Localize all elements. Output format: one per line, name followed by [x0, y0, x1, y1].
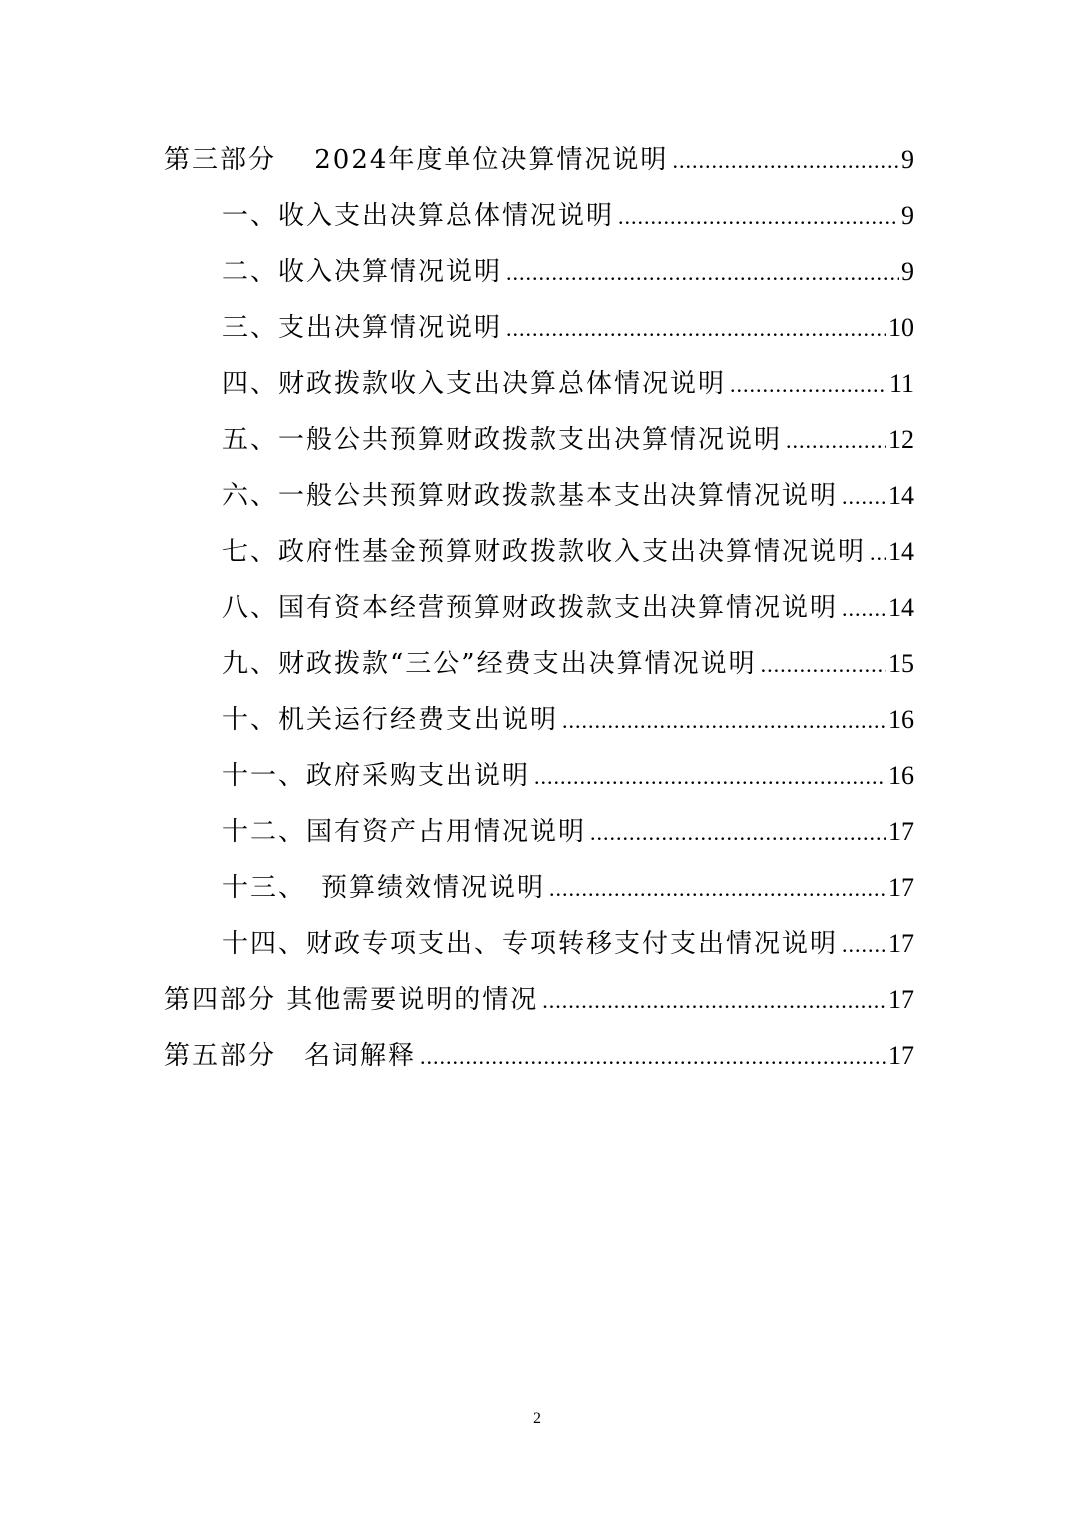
toc-entry: [164, 1036, 914, 1076]
toc-entry: [222, 756, 914, 796]
toc-entry-page: 15: [888, 649, 914, 678]
toc-entry-title: 三、支出决算情况说明: [222, 313, 503, 343]
toc-leader-dots: [549, 869, 886, 909]
toc-entry-title: 七、政府性基金预算财政拨款收入支出决算情况说明: [222, 537, 867, 567]
toc-entry-page: 9: [901, 257, 914, 286]
toc-leader-dots: [786, 421, 886, 461]
toc-entry-title: 六、一般公共预算财政拨款基本支出决算情况说明: [222, 481, 839, 511]
toc-entry-page: 11: [888, 369, 914, 398]
toc-leader-dots: [730, 365, 887, 405]
toc-entry-page: 9: [901, 201, 914, 230]
toc-entry-page: 17: [888, 817, 914, 846]
toc-entry-title: 五、一般公共预算财政拨款支出决算情况说明: [222, 425, 783, 455]
toc-entry: [222, 252, 914, 292]
toc-entry-page: 14: [888, 481, 914, 510]
toc-leader-dots: [590, 813, 886, 853]
toc-entry-page: 17: [888, 1041, 914, 1070]
toc-entry: [222, 812, 914, 852]
toc-entry-title: 二、收入决算情况说明: [222, 257, 503, 287]
toc-leader-dots: [842, 925, 886, 965]
toc-entry-page: 14: [888, 537, 914, 566]
toc-entry-title: 九、财政拨款“三公”经费支出决算情况说明: [222, 649, 757, 679]
toc-entry: [222, 196, 914, 236]
toc-leader-dots: [870, 533, 886, 573]
toc-entry-page: 16: [888, 761, 914, 790]
toc-entry-title: 第三部分 2024年度单位决算情况说明: [164, 145, 669, 175]
toc-entry: [222, 868, 914, 908]
toc-leader-dots: [618, 197, 899, 237]
toc-entry-title: 十一、政府采购支出说明: [222, 761, 531, 791]
toc-entry-title: 十四、财政专项支出、专项转移支付支出情况说明: [222, 929, 839, 959]
toc-entry: [222, 924, 914, 964]
toc-entry-page: 16: [888, 705, 914, 734]
toc-entry-page: 17: [888, 985, 914, 1014]
toc-entry-title: 十、机关运行经费支出说明: [222, 705, 559, 735]
toc-entry-title: 十三、 预算绩效情况说明: [222, 873, 546, 903]
toc-leader-dots: [842, 477, 886, 517]
toc-leader-dots: [761, 645, 886, 685]
toc-entry-page: 10: [888, 313, 914, 342]
toc-entry: [222, 532, 914, 572]
toc-entry-page: 9: [901, 145, 914, 174]
toc-entry: [222, 644, 914, 684]
toc-entry: [222, 308, 914, 348]
toc-leader-dots: [542, 981, 886, 1021]
toc-entry-page: 17: [888, 873, 914, 902]
toc-entry: [222, 420, 914, 460]
toc-leader-dots: [534, 757, 886, 797]
toc-entry: [222, 700, 914, 740]
toc-entry-title: 一、收入支出决算总体情况说明: [222, 201, 615, 231]
toc-entry-title: 八、国有资本经营预算财政拨款支出决算情况说明: [222, 593, 839, 623]
toc-entry-title: 第五部分 名词解释: [164, 1041, 417, 1071]
toc-entry-title: 十二、国有资产占用情况说明: [222, 817, 587, 847]
toc-leader-dots: [672, 141, 899, 181]
toc-entry: [222, 364, 914, 404]
toc-leader-dots: [506, 309, 886, 349]
toc-entry: [164, 980, 914, 1020]
toc-entry: [222, 588, 914, 628]
toc-entry-page: 14: [888, 593, 914, 622]
toc-entry-title: 四、财政拨款收入支出决算总体情况说明: [222, 369, 727, 399]
toc-entry-page: 12: [888, 425, 914, 454]
toc-leader-dots: [506, 253, 899, 293]
toc-leader-dots: [842, 589, 886, 629]
toc-leader-dots: [420, 1037, 886, 1077]
page-number: 2: [533, 1410, 541, 1427]
toc-entry: [164, 140, 914, 180]
toc-entry-page: 17: [888, 929, 914, 958]
toc-entry: [222, 476, 914, 516]
toc-entry-title: 第四部分 其他需要说明的情况: [164, 985, 539, 1015]
toc-leader-dots: [562, 701, 886, 741]
